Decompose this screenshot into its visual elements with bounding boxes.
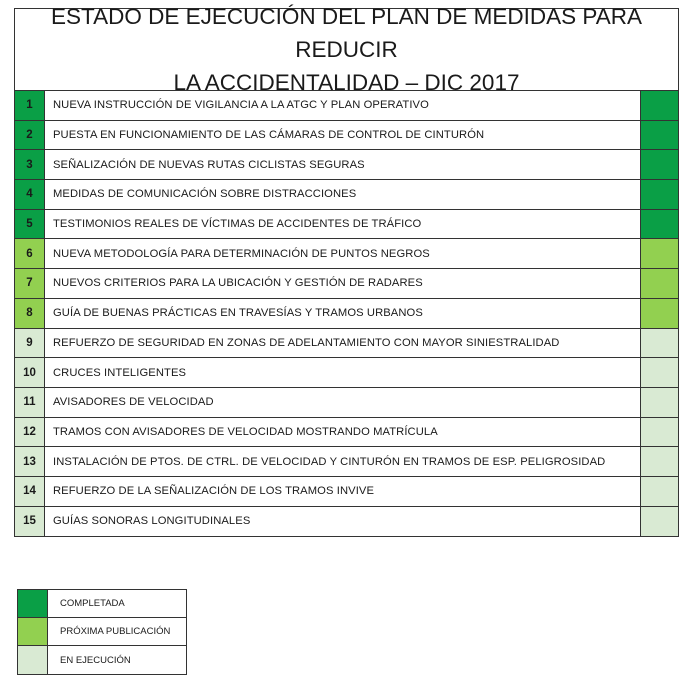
- measure-text: NUEVA INSTRUCCIÓN DE VIGILANCIA A LA ATGC Y PLAN OPERATIVO: [45, 91, 641, 120]
- status-cell: [641, 329, 678, 358]
- title-line-1: ESTADO DE EJECUCIÓN DEL PLAN DE MEDIDAS PARA REDUCIR: [51, 4, 642, 62]
- table-row: [15, 150, 678, 180]
- table-row: [15, 507, 678, 537]
- legend-swatch: [18, 646, 48, 674]
- status-cell: [641, 477, 678, 506]
- measure-text: AVISADORES DE VELOCIDAD: [45, 388, 641, 417]
- status-cell: [641, 121, 678, 150]
- measure-text: PUESTA EN FUNCIONAMIENTO DE LAS CÁMARAS DE CONTROL DE CINTURÓN: [45, 121, 641, 150]
- status-cell: [641, 91, 678, 120]
- table-row: [15, 477, 678, 507]
- table-row: [15, 447, 678, 477]
- table-row: [15, 358, 678, 388]
- status-legend: [17, 589, 187, 675]
- table-row: [15, 210, 678, 240]
- measure-text: TESTIMONIOS REALES DE VÍCTIMAS DE ACCIDENTES DE TRÁFICO: [45, 210, 641, 239]
- measure-text: SEÑALIZACIÓN DE NUEVAS RUTAS CICLISTAS SEGURAS: [45, 150, 641, 179]
- table-row: [15, 121, 678, 151]
- measure-text: TRAMOS CON AVISADORES DE VELOCIDAD MOSTRANDO MATRÍCULA: [45, 418, 641, 447]
- measure-number: 6: [15, 239, 45, 268]
- measure-number: 15: [15, 507, 45, 537]
- table-row: [15, 239, 678, 269]
- legend-swatch: [18, 618, 48, 645]
- status-cell: [641, 299, 678, 328]
- measure-text: REFUERZO DE SEGURIDAD EN ZONAS DE ADELANTAMIENTO CON MAYOR SINIESTRALIDAD: [45, 329, 641, 358]
- table-row: [15, 388, 678, 418]
- legend-label: COMPLETADA: [60, 598, 125, 609]
- measure-number: 13: [15, 447, 45, 476]
- status-cell: [641, 150, 678, 179]
- measure-number: 1: [15, 91, 45, 120]
- measure-number: 9: [15, 329, 45, 358]
- status-cell: [641, 358, 678, 387]
- measure-number: 14: [15, 477, 45, 506]
- status-cell: [641, 269, 678, 298]
- title-line-2: LA ACCIDENTALIDAD – DIC 2017: [173, 70, 520, 95]
- measure-number: 7: [15, 269, 45, 298]
- measure-text: GUÍA DE BUENAS PRÁCTICAS EN TRAVESÍAS Y TRAMOS URBANOS: [45, 299, 641, 328]
- legend-item: [18, 590, 186, 618]
- status-cell: [641, 418, 678, 447]
- status-cell: [641, 239, 678, 268]
- measures-list: [15, 91, 678, 536]
- table-row: [15, 91, 678, 121]
- status-cell: [641, 210, 678, 239]
- legend-item: [18, 618, 186, 646]
- measure-text: NUEVOS CRITERIOS PARA LA UBICACIÓN Y GESTIÓN DE RADARES: [45, 269, 641, 298]
- status-cell: [641, 447, 678, 476]
- measure-text: INSTALACIÓN DE PTOS. DE CTRL. DE VELOCIDAD Y CINTURÓN EN TRAMOS DE ESP. PELIGROSIDAD: [45, 447, 641, 476]
- measure-number: 12: [15, 418, 45, 447]
- measure-number: 8: [15, 299, 45, 328]
- legend-label: EN EJECUCIÓN: [60, 654, 131, 666]
- status-cell: [641, 507, 678, 537]
- legend-item: [18, 646, 186, 674]
- legend-swatch: [18, 590, 48, 617]
- measure-text: REFUERZO DE LA SEÑALIZACIÓN DE LOS TRAMOS INVIVE: [45, 477, 641, 506]
- table-row: [15, 299, 678, 329]
- measures-table: [14, 4, 679, 537]
- status-cell: [641, 180, 678, 209]
- measure-number: 5: [15, 210, 45, 239]
- measure-number: 4: [15, 180, 45, 209]
- status-cell: [641, 388, 678, 417]
- measure-number: 2: [15, 121, 45, 150]
- measure-number: 10: [15, 358, 45, 387]
- measure-text: NUEVA METODOLOGÍA PARA DETERMINACIÓN DE PUNTOS NEGROS: [45, 239, 641, 268]
- page-title: [15, 4, 678, 95]
- table-row: [15, 418, 678, 448]
- measure-text: CRUCES INTELIGENTES: [45, 358, 641, 387]
- table-row: [15, 269, 678, 299]
- measure-text: GUÍAS SONORAS LONGITUDINALES: [45, 507, 641, 537]
- table-row: [15, 180, 678, 210]
- measure-number: 3: [15, 150, 45, 179]
- table-row: [15, 329, 678, 359]
- measure-number: 11: [15, 388, 45, 417]
- legend-label: PRÓXIMA PUBLICACIÓN: [60, 626, 171, 637]
- measure-text: MEDIDAS DE COMUNICACIÓN SOBRE DISTRACCIONES: [45, 180, 641, 209]
